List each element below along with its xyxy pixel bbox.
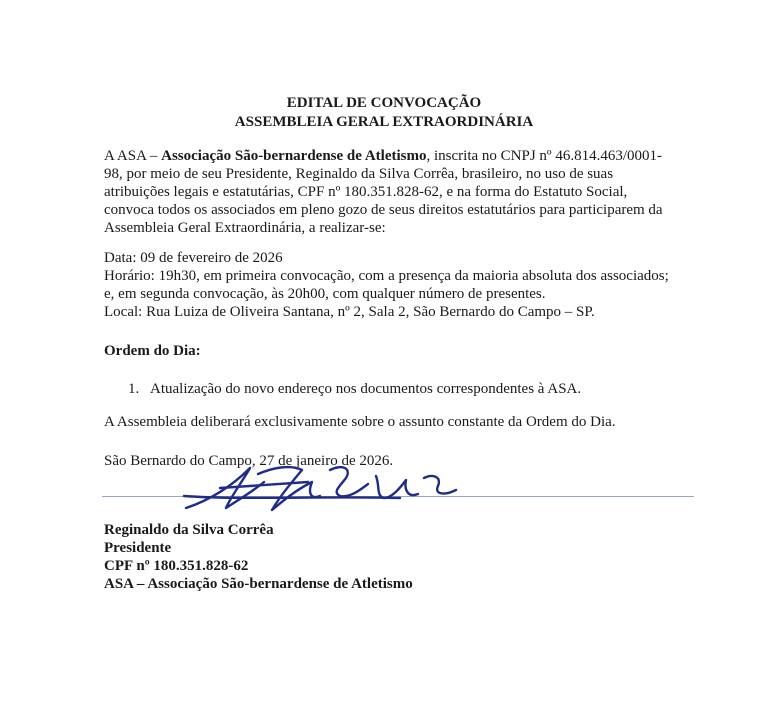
intro-line-4: convoca todos os associados em pleno gozo de seus direitos estatutários para participarem da [104, 202, 663, 218]
document-title: EDITAL DE CONVOCAÇÃO [286, 95, 482, 111]
intro-line-5: Assembleia Geral Extraordinária, a realizar-se: [104, 220, 386, 236]
meeting-location: Local: Rua Luiza de Oliveira Santana, nº 2, Sala 2, São Bernardo do Campo – SP. [104, 304, 595, 320]
signer-organization: ASA – Associação São-bernardense de Atletismo [104, 576, 413, 592]
signer-cpf: CPF nº 180.351.828-62 [104, 558, 249, 574]
meeting-date: Data: 09 de fevereiro de 2026 [104, 250, 283, 266]
meeting-time-line-1: Horário: 19h30, em primeira convocação, com a presença da maioria absoluta dos associados; [104, 268, 669, 284]
deliberation-text: A Assembleia deliberará exclusivamente sobre o assunto constante da Ordem do Dia. [104, 414, 616, 430]
signer-name: Reginaldo da Silva Corrêa [104, 522, 274, 538]
agenda-item-number: 1. [128, 381, 140, 397]
agenda-title: Ordem do Dia: [104, 343, 201, 359]
place-date: São Bernardo do Campo, 27 de janeiro de 2026. [104, 453, 394, 469]
agenda-item-text: Atualização do novo endereço nos documentos correspondentes à ASA. [150, 381, 582, 397]
meeting-details [104, 249, 704, 321]
document-subtitle: ASSEMBLEIA GERAL EXTRAORDINÁRIA [234, 114, 534, 130]
intro-paragraph [104, 147, 704, 237]
agenda-item [128, 380, 728, 398]
intro-line-1: A ASA – Associação São-bernardense de Atletismo, inscrita no CNPJ nº 46.814.463/0001- [104, 148, 662, 164]
intro-line-3: atribuições legais e estatutárias, CPF nº 180.351.828-62, e na forma do Estatuto Social, [104, 184, 628, 200]
signer-block [104, 521, 704, 593]
handwritten-signature [180, 456, 470, 516]
meeting-time-line-2: e, em segunda convocação, às 20h00, com qualquer número de presentes. [104, 286, 546, 302]
association-name: Associação São-bernardense de Atletismo [161, 148, 427, 164]
intro-line-2: 98, por meio de seu Presidente, Reginaldo da Silva Corrêa, brasileiro, no uso de suas [104, 166, 614, 182]
signer-role: Presidente [104, 540, 172, 556]
